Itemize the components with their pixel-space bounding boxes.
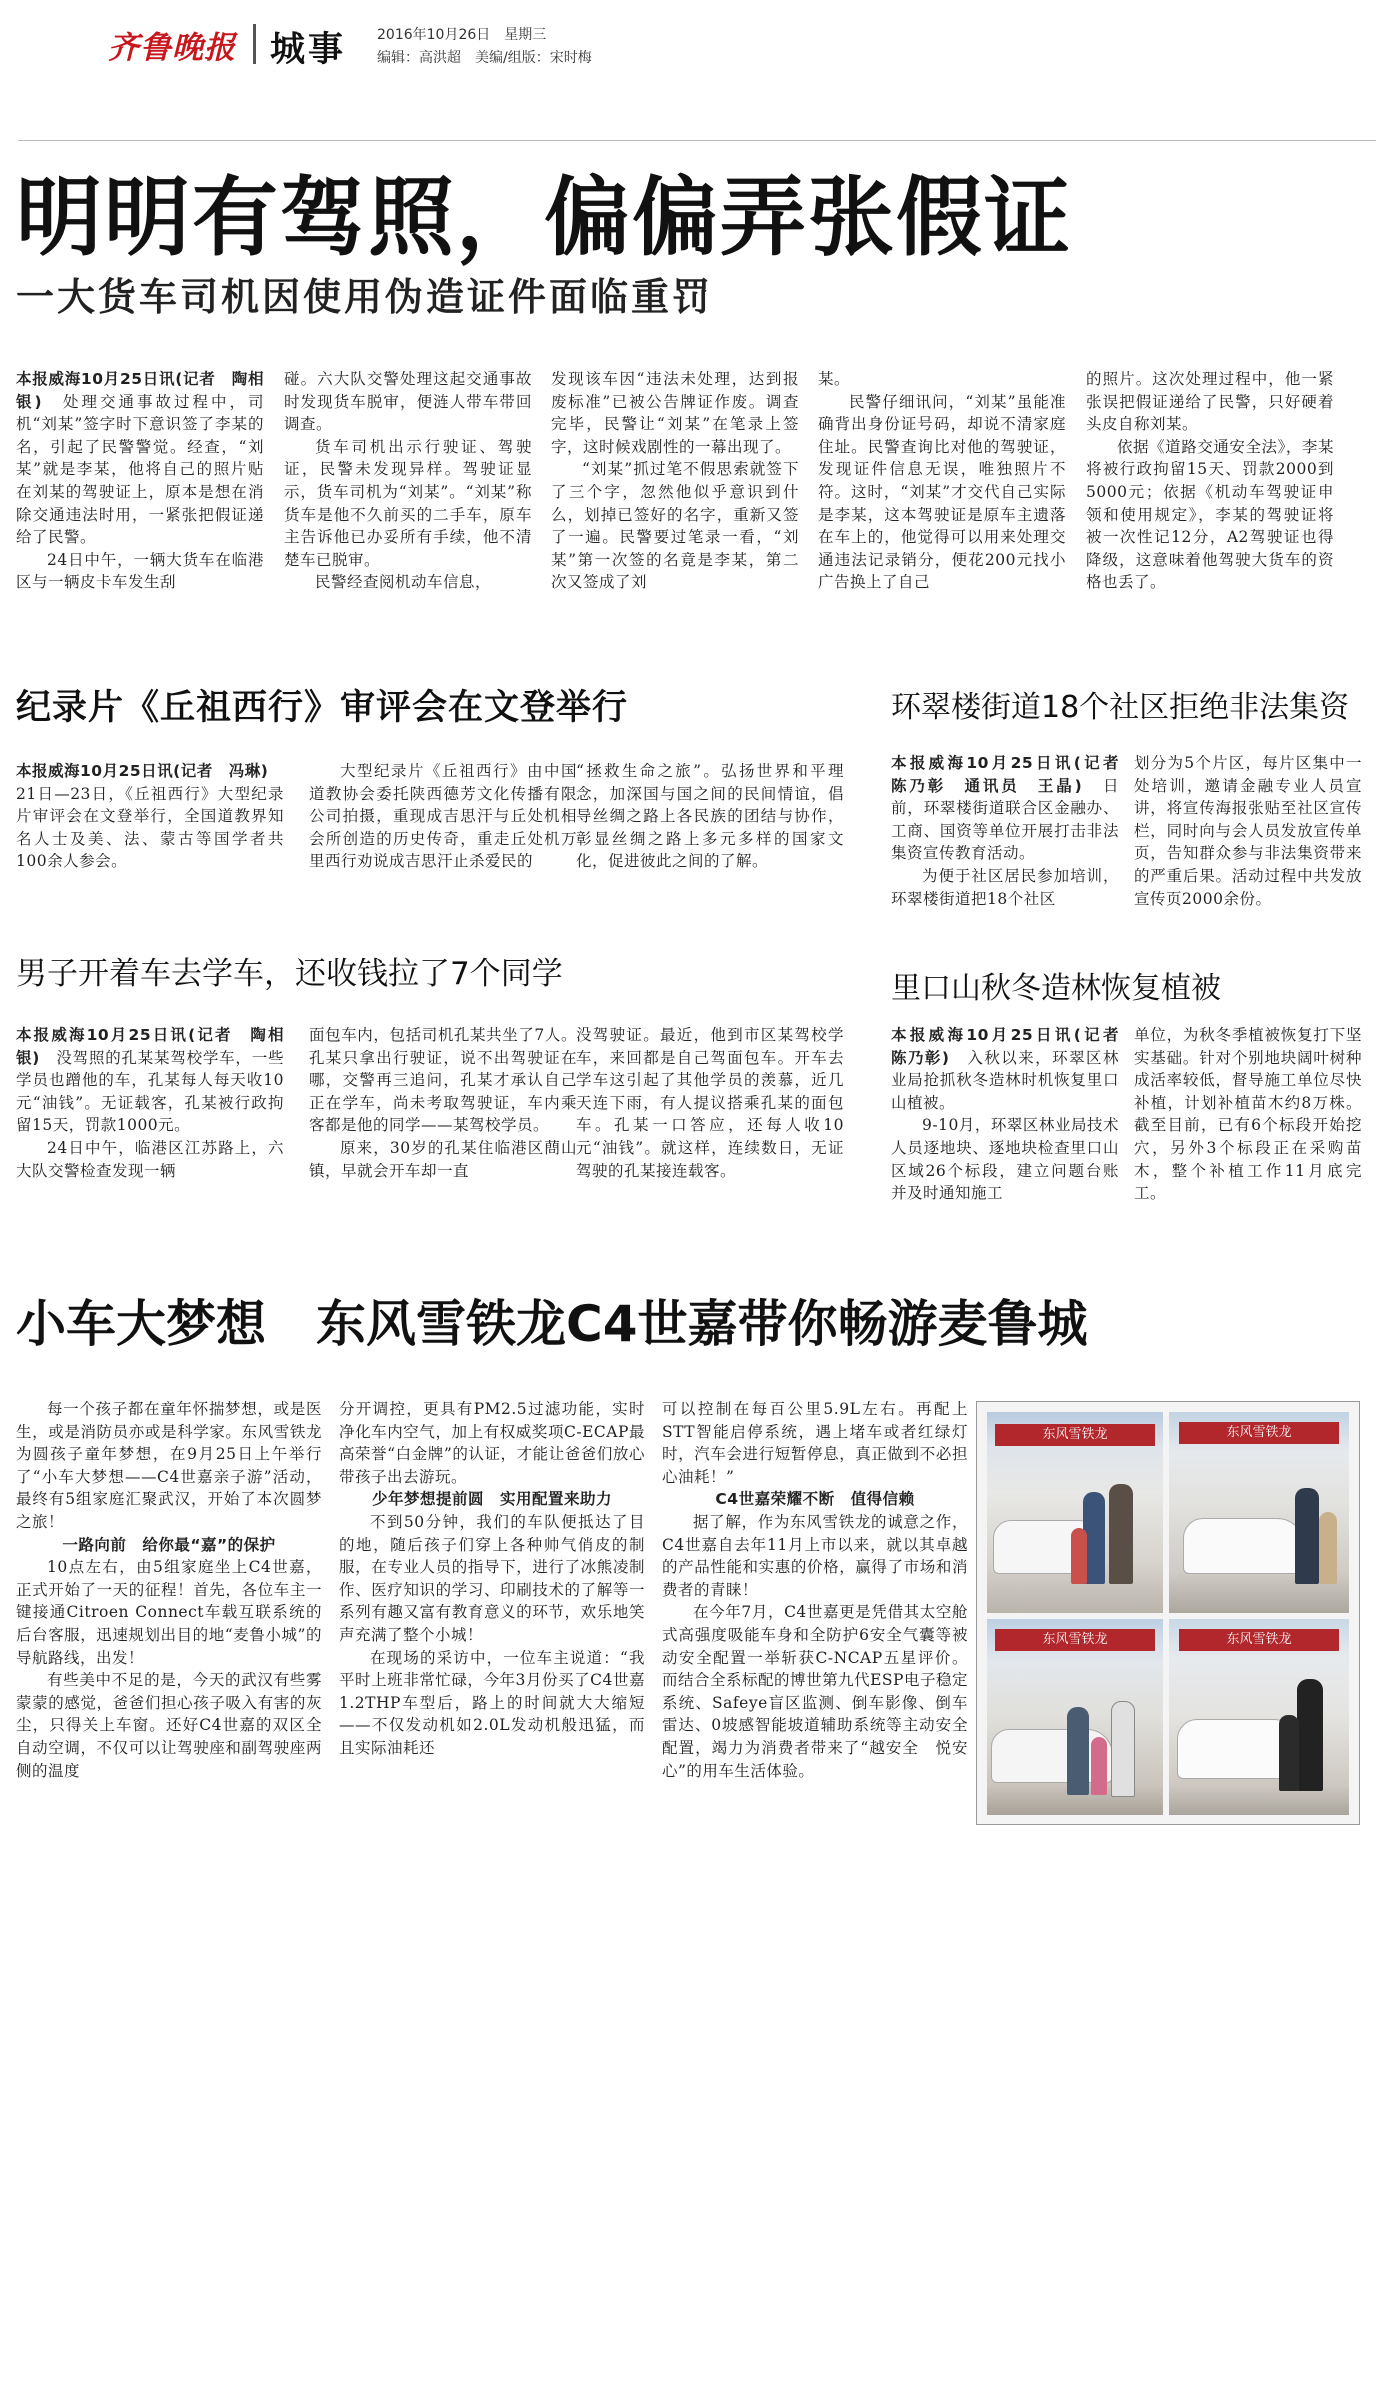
person-shape [1071,1528,1087,1584]
person-shape [1297,1679,1323,1791]
paragraph-text: 在现场的采访中，一位车主说道：“我平时上班非常忙碌，今年3月份买了C4世嘉1.2THP车型后，路上的时间就大大缩短——不仅发动机如2.0L发动机般迅猛，而且实际油耗还 [339,1648,645,1757]
paragraph [16,368,264,549]
story4-column [309,1024,577,1182]
person-shape [1091,1737,1107,1795]
story1-subhead: 一大货车司机因使用伪造证件面临重罚 [16,275,714,319]
paragraph-text: 发现该车因“违法未处理，达到报废标准”已被公告牌证作废。调查完毕，民警让“刘某”在笔录上签字，这时候戏剧性的一幕出现了。 [551,370,799,456]
dealer-sign-4: 东风雪铁龙 [1179,1629,1339,1651]
subheading: 少年梦想提前圆 实用配置来助力 [371,1490,612,1509]
story2-column [309,760,577,873]
dealer-sign-3: 东风雪铁龙 [995,1629,1155,1651]
story5-column [891,1024,1136,1205]
story6-column [16,1398,322,1782]
paragraph-text: 民警仔细讯问，“刘某”虽能准确背出身份证号码，却说不清家庭住址。民警查询比对他的驾驶证，发现证件信息无误，唯独照片不符。这时，“刘某”才交代自己实际是李某，这本驾驶证是原车主遗落在车上的，他觉得可以用来处理交通违法记录销分，便花200元找小广告换上了自己 [818,392,1066,592]
paragraph-text: 某。 [818,370,851,388]
paragraph [16,549,264,594]
story3-headline: 环翠楼街道18个社区拒绝非法集资 [891,690,1350,725]
paragraph-text: 有些美中不足的是，今天的武汉有些雾蒙蒙的感觉，爸爸们担心孩子吸入有害的灰尘，只得关上车窗。还好C4世嘉的双区全自动空调，不仅可以让驾驶座和副驾驶座两侧的温度 [16,1671,322,1780]
paragraph-text: 24日中午，临港区江苏路上，六大队交警检查发现一辆 [16,1138,284,1180]
paragraph-text: 分开调控，更具有PM2.5过滤功能，实时净化车内空气，加上有权威奖项C-ECAP最高荣誉“白金牌”的认证，才能让爸爸们放心带孩子出去游玩。 [339,1400,645,1486]
paragraph-text: 货车司机出示行驶证、驾驶证，民警未发现异样。驾驶证显示，货车司机为“刘某”。“刘某”称货车是他不久前买的二手车，原车主告诉他已办妥所有手续，他不清楚车已脱审。 [284,437,532,569]
story6-column [662,1398,968,1782]
paragraph [16,1669,322,1782]
story3-column [891,752,1136,910]
paragraph [891,1024,1136,1114]
paragraph-text: 24日中午，一辆大货车在临港区与一辆皮卡车发生刮 [16,550,264,592]
paragraph [284,368,532,436]
story5-column [1134,1024,1362,1205]
paragraph [1086,368,1334,436]
paragraph-text: 据了解，作为东风雪铁龙的诚意之作，C4世嘉自去年11月上市以来，就以其卓越的产品性能和实惠的价格，赢得了市场和消费者的青睐！ [662,1512,968,1599]
paragraph [339,1511,645,1647]
paragraph-text: 单位，为秋冬季植被恢复打下坚实基础。针对个别地块阔叶树种成活率较低，督导施工单位尽快补植，计划补植苗木约8万株。截至目前，已有6个标段开始挖穴，另外3个标段正在采购苗木，整个补植工作11月底完工。 [1134,1026,1362,1203]
person-shape [1295,1488,1319,1584]
person-shape [1279,1715,1299,1791]
paragraph [309,1024,577,1137]
paragraph-text: 大型纪录片《丘祖西行》由中国道教协会委托陕西德芳文化传播有限公司拍摄，重现成吉思汗与丘处机相会所创造的历史传奇，重走丘处机万里西行劝说成吉思汗止杀爱民的 [309,762,577,871]
paragraph [16,760,284,873]
paragraph [1086,436,1334,594]
byline: 本报威海10月25日讯(记者 陶相银) [16,1026,284,1067]
paragraph [16,1024,284,1137]
photo-family-4 [1169,1619,1349,1815]
paragraph-text: “拯救生命之旅”。弘扬世界和平理念，加深国与国之间的民间情谊，倡导丝绸之路上各民族的团结与协作，彰显丝绸之路上多元多样的国家文化，促进彼此之间的了解。 [576,762,844,871]
story3-column [1134,752,1362,910]
person-shape [1111,1701,1135,1797]
paragraph [339,1647,645,1760]
masthead-editors: 编辑：高洪超 美编/组版：宋时梅 [377,50,592,66]
paragraph-text: 没驾驶证。最近，他到市区某驾校学车，来回都是自己驾面包车。开车去学车这引起了其他学员的羡慕，近几天连下雨，有人提议搭乘孔某的面包车。孔某一口答应，还每人收10元“油钱”。就这样，连续数日，无证驾驶的孔某接连载客。 [576,1026,844,1180]
masthead-divider [253,24,256,64]
paragraph-text: 为便于社区居民参加培训，环翠楼街道把18个社区 [891,866,1119,908]
story5-headline: 里口山秋冬造林恢复植被 [891,971,1221,1006]
paragraph [818,368,1066,391]
paragraph [551,458,799,594]
dealer-sign-2: 东风雪铁龙 [1179,1422,1339,1444]
paragraph [309,760,577,873]
paragraph-text: 可以控制在每百公里5.9L左右。再配上STT智能启停系统，遇上堵车或者红绿灯时，汽车会进行短暂停息，真正做到不必担心油耗！” [662,1400,968,1486]
person-shape [1319,1512,1337,1584]
paragraph [662,1398,968,1488]
masthead [0,0,1395,70]
paragraph-text: 处理交通事故过程中，司机“刘某”签字时下意识签了李某的名，引起了民警警觉。经查，“刘某”就是李某，他将自己的照片贴在刘某的驾驶证上，原本是想在消除交通违法时用，一紧张把假证递给了民警。 [16,392,264,547]
car-shape [1183,1518,1305,1574]
subheading: C4世嘉荣耀不断 值得信赖 [715,1490,915,1509]
paragraph [16,1398,322,1534]
paragraph-text: 的照片。这次处理过程中，他一紧张误把假证递给了民警，只好硬着头皮自称刘某。 [1086,370,1334,434]
story4-column [576,1024,844,1182]
paragraph-text: “刘某”抓过笔不假思索就签下了三个字，忽然他似乎意识到什么，划掉已签好的名字，重新又签了一遍。民警要过笔录一看，“刘某”第一次签的名竟是李某，第二次又签成了刘 [551,460,799,592]
paragraph-text: 不到50分钟，我们的车队便抵达了目的地，随后孩子们穿上各种帅气俏皮的制服，在专业人员的指导下，进行了冰熊凌制作、医疗知识的学习、印刷技术的了解等一系列有趣又富有教育意义的环节，欢乐地笑声充满了整个小城！ [339,1512,645,1644]
photo-collage [976,1401,1360,1825]
paragraph [284,571,532,594]
paragraph [551,368,799,458]
paragraph [16,1556,322,1669]
photo-family-3 [987,1619,1163,1815]
paragraph [891,865,1119,910]
paragraph [891,752,1136,865]
paragraph [576,760,844,873]
section-name: 城事 [270,30,347,70]
story2-column [576,760,844,873]
paragraph [1134,752,1362,910]
paragraph-text: 划分为5个片区，每片区集中一处培训，邀请金融专业人员宣讲，将宣传海报张贴至社区宣传栏，同时向与会人员发放宣传单页，告知群众参与非法集资带来的严重后果。活动过程中共发放宣传页2000余份。 [1134,754,1362,908]
story1-column [818,368,1066,594]
paragraph-text: 每一个孩子都在童年怀揣梦想，或是医生，或是消防员亦或是科学家。东风雪铁龙为圆孩子童年梦想，在9月25日上午举行了“小车大梦想——C4世嘉亲子游”活动，最终有5组家庭汇聚武汉，开始了本次圆梦之旅！ [16,1400,322,1531]
person-shape [1067,1707,1089,1795]
paragraph-text: 依据《道路交通安全法》，李某将被行政拘留15天、罚款2000到5000元；依据《机动车驾驶证申领和使用规定》，李某的驾驶证将被一次性记12分，A2驾驶证也得降级，这意味着他驾驶大货车的资格也丢了。 [1086,437,1334,592]
story1-column [16,368,264,594]
person-shape [1109,1484,1133,1584]
paragraph-text: 10点左右，由5组家庭坐上C4世嘉，正式开始了一天的征程！首先，各位车主一键接通Citroen Connect车载互联系统的后台客服，迅速规划出目的地“麦鲁小城”的导航路线，出发！ [16,1558,322,1667]
paragraph-text: 21日—23日，《丘祖西行》大型纪录片审评会在文登举行，全国道教界知名人士及美、法、蒙古等国学者共100余人参会。 [16,762,285,871]
story2-column [16,760,284,873]
byline: 本报威海10月25日讯(记者 陈乃彰 通讯员 王晶) [891,754,1136,795]
masthead-rule [18,140,1376,141]
story1-headline: 明明有驾照，偏偏弄张假证 [16,168,1072,268]
paragraph-text: 在今年7月，C4世嘉更是凭借其太空舱式高强度吸能车身和全防护6安全气囊等被动安全配置一举斩获C-NCAP五星评价。而结合全系标配的博世第九代ESP电子稳定系统、Safeye盲区监测、倒车影像、倒车雷达、0坡感智能坡道辅助系统等主动安全配置，竭力为消费者带来了“越安全 悦安心”的用车生活体验。 [662,1603,968,1780]
paragraph-text: 没驾照的孔某某驾校学车，一些学员也蹭他的车，孔某每人每天收10元“油钱”。无证载客，孔某被行政拘留15天，罚款1000元。 [16,1048,284,1135]
paragraph-text: 日前，环翠楼街道联合区金融办、工商、国资等单位开展打击非法集资宣传教育活动。 [891,776,1119,863]
paragraph [662,1601,968,1782]
paragraph [818,391,1066,594]
story6-column [339,1398,645,1760]
masthead-logo: 齐鲁晚报 [108,30,236,66]
paragraph [576,1024,844,1182]
paragraph [16,1137,284,1182]
story2-headline: 纪录片《丘祖西行》审评会在文登举行 [16,688,629,728]
subheading: 一路向前 给你最“嘉”的保护 [62,1535,276,1554]
paragraph-text: 民警经查阅机动车信息， [315,573,492,592]
paragraph-text: 9-10月，环翠区林业局技术人员逐地块、逐地块检查里口山区域26个标段，建立问题台账并及时通知施工 [891,1116,1119,1203]
story4-headline: 男子开着车去学车，还收钱拉了7个同学 [16,956,563,992]
paragraph-text: 碰。六大队交警处理这起交通事故时发现货车脱审，便涟人带车带回调查。 [284,370,532,434]
story1-column [1086,368,1334,594]
story4-column [16,1024,284,1182]
paragraph-text: 原来，30岁的孔某住临港区蔄山镇，早就会开车却一直 [309,1138,577,1180]
paragraph-text: 入秋以来，环翠区林业局抢抓秋冬造林时机恢复里口山植被。 [891,1048,1119,1112]
story1-column [551,368,799,594]
story6-headline: 小车大梦想 东风雪铁龙C4世嘉带你畅游麦鲁城 [16,1295,1088,1353]
byline: 本报威海10月25日讯(记者 陶相银) [16,370,264,411]
paragraph [891,1114,1119,1204]
masthead-date: 2016年10月26日 星期三 [377,27,547,43]
story1-column [284,368,532,594]
byline: 本报威海10月25日讯(记者 陈乃彰) [891,1026,1136,1067]
paragraph [339,1398,645,1488]
paragraph [1134,1024,1362,1205]
photo-family-2 [1169,1412,1349,1613]
photo-family-1 [987,1412,1163,1613]
dealer-sign-1: 东风雪铁龙 [995,1424,1155,1446]
paragraph-text: 面包车内，包括司机孔某共坐了7人。孔某只拿出行驶证，说不出驾驶证在哪，交警再三追问，孔某才承认自己正在学车，尚未考取驾驶证，车内乘客都是他的同学——某驾校学员。 [309,1026,577,1135]
paragraph [309,1137,577,1182]
paragraph [662,1511,968,1601]
paragraph [284,436,532,572]
byline: 本报威海10月25日讯(记者 冯琳) [16,762,269,780]
